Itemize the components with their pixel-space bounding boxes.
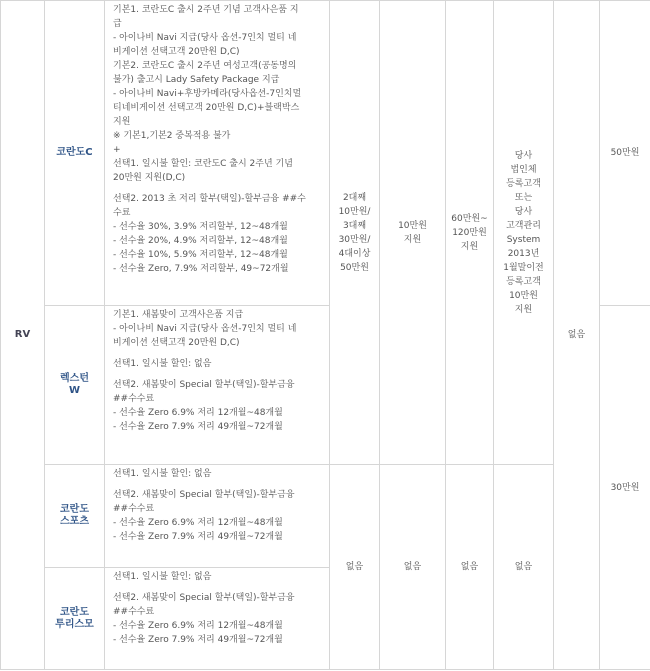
none-col4-cell: 없음 — [380, 465, 446, 670]
detail-korando-c: 기본1. 코란도C 출시 2주년 기념 고객사은품 지 급 - 아이나비 Navi 지급(당사 옵션-7인치 멀티 네 비게이션 선택고객 20만원 D,C) 기본2. 코란도C 출시 2주년 여성고객(공동명의 불가) 출고시 Lady Safety Package 지급 - 아이나비 Navi+후방카메라(당사옵션-7인치멀 티네비게이션 선택고객 20만원 D,C)+블랙박스 지원 ※ 기본1,기본2 중복적용 불가 + 선택1. 일시불 할인: 코란도C 출시 2주년 기념 20만원 지원(D,C) 선택2. 2013 초 저리 할부(택일)-할부금융 ##수 수료 - 선수율 30%, 3.9% 저리할부, 12~48개월 - 선수율 20%, 4.9% 저리할부, 12~48개월 - 선수율 10%, 5.9% 저리할부, 12~48개월 - 선수율 Zero, 7.9% 저리할부, 49~72개월 — [105, 1, 330, 306]
detail-korando-sports: 선택1. 일시불 할인: 없음 선택2. 새봄맞이 Special 할부(택일)-할부금융 ##수수료 - 선수율 Zero 6.9% 저리 12개월~48개월 - 선수율 Zero 7.9% 저리 49개월~72개월 — [105, 465, 330, 568]
amount-30-cell: 30만원 — [600, 306, 650, 670]
model-korando-c: 코란도C — [45, 1, 105, 306]
none-multi-car-cell: 없음 — [330, 465, 380, 670]
model-rexton-w: 렉스턴 W — [45, 306, 105, 465]
support-10-cell: 10만원 지원 — [380, 1, 446, 465]
model-korando-sports: 코란도 스포츠 — [45, 465, 105, 568]
none-col7-cell: 없음 — [554, 1, 600, 670]
corporate-customer-cell: 당사 법인체 등록고객 또는 당사 고객관리 System 2013년 1월말이전 등록고객 10만원 지원 — [494, 1, 554, 465]
detail-rexton-w: 기본1. 새봄맞이 고객사은품 지급 - 아이나비 Navi 지급(당사 옵션-7인치 멀티 네 비게이션 선택고객 20만원 D,C) 선택1. 일시불 할인: 없음 선택2. 새봄맞이 Special 할부(택일)-할부금융 ##수수료 - 선수율 Zero 6.9% 저리 12개월~48개월 - 선수율 Zero 7.9% 저리 49개월~72개월 — [105, 306, 330, 465]
model-korando-turismo: 코란도 투리스모 — [45, 568, 105, 670]
amount-50-cell: 50만원 — [600, 1, 650, 306]
category-cell: RV — [1, 1, 45, 670]
multi-car-discount-cell: 2대째 10만원/ 3대째 30만원/ 4대이상 50만원 — [330, 1, 380, 465]
none-col5-cell: 없음 — [446, 465, 494, 670]
support-60-120-cell: 60만원~ 120만원 지원 — [446, 1, 494, 465]
detail-korando-turismo: 선택1. 일시불 할인: 없음 선택2. 새봄맞이 Special 할부(택일)-할부금융 ##수수료 - 선수율 Zero 6.9% 저리 12개월~48개월 - 선수율 Zero 7.9% 저리 49개월~72개월 — [105, 568, 330, 670]
none-col6-cell: 없음 — [494, 465, 554, 670]
